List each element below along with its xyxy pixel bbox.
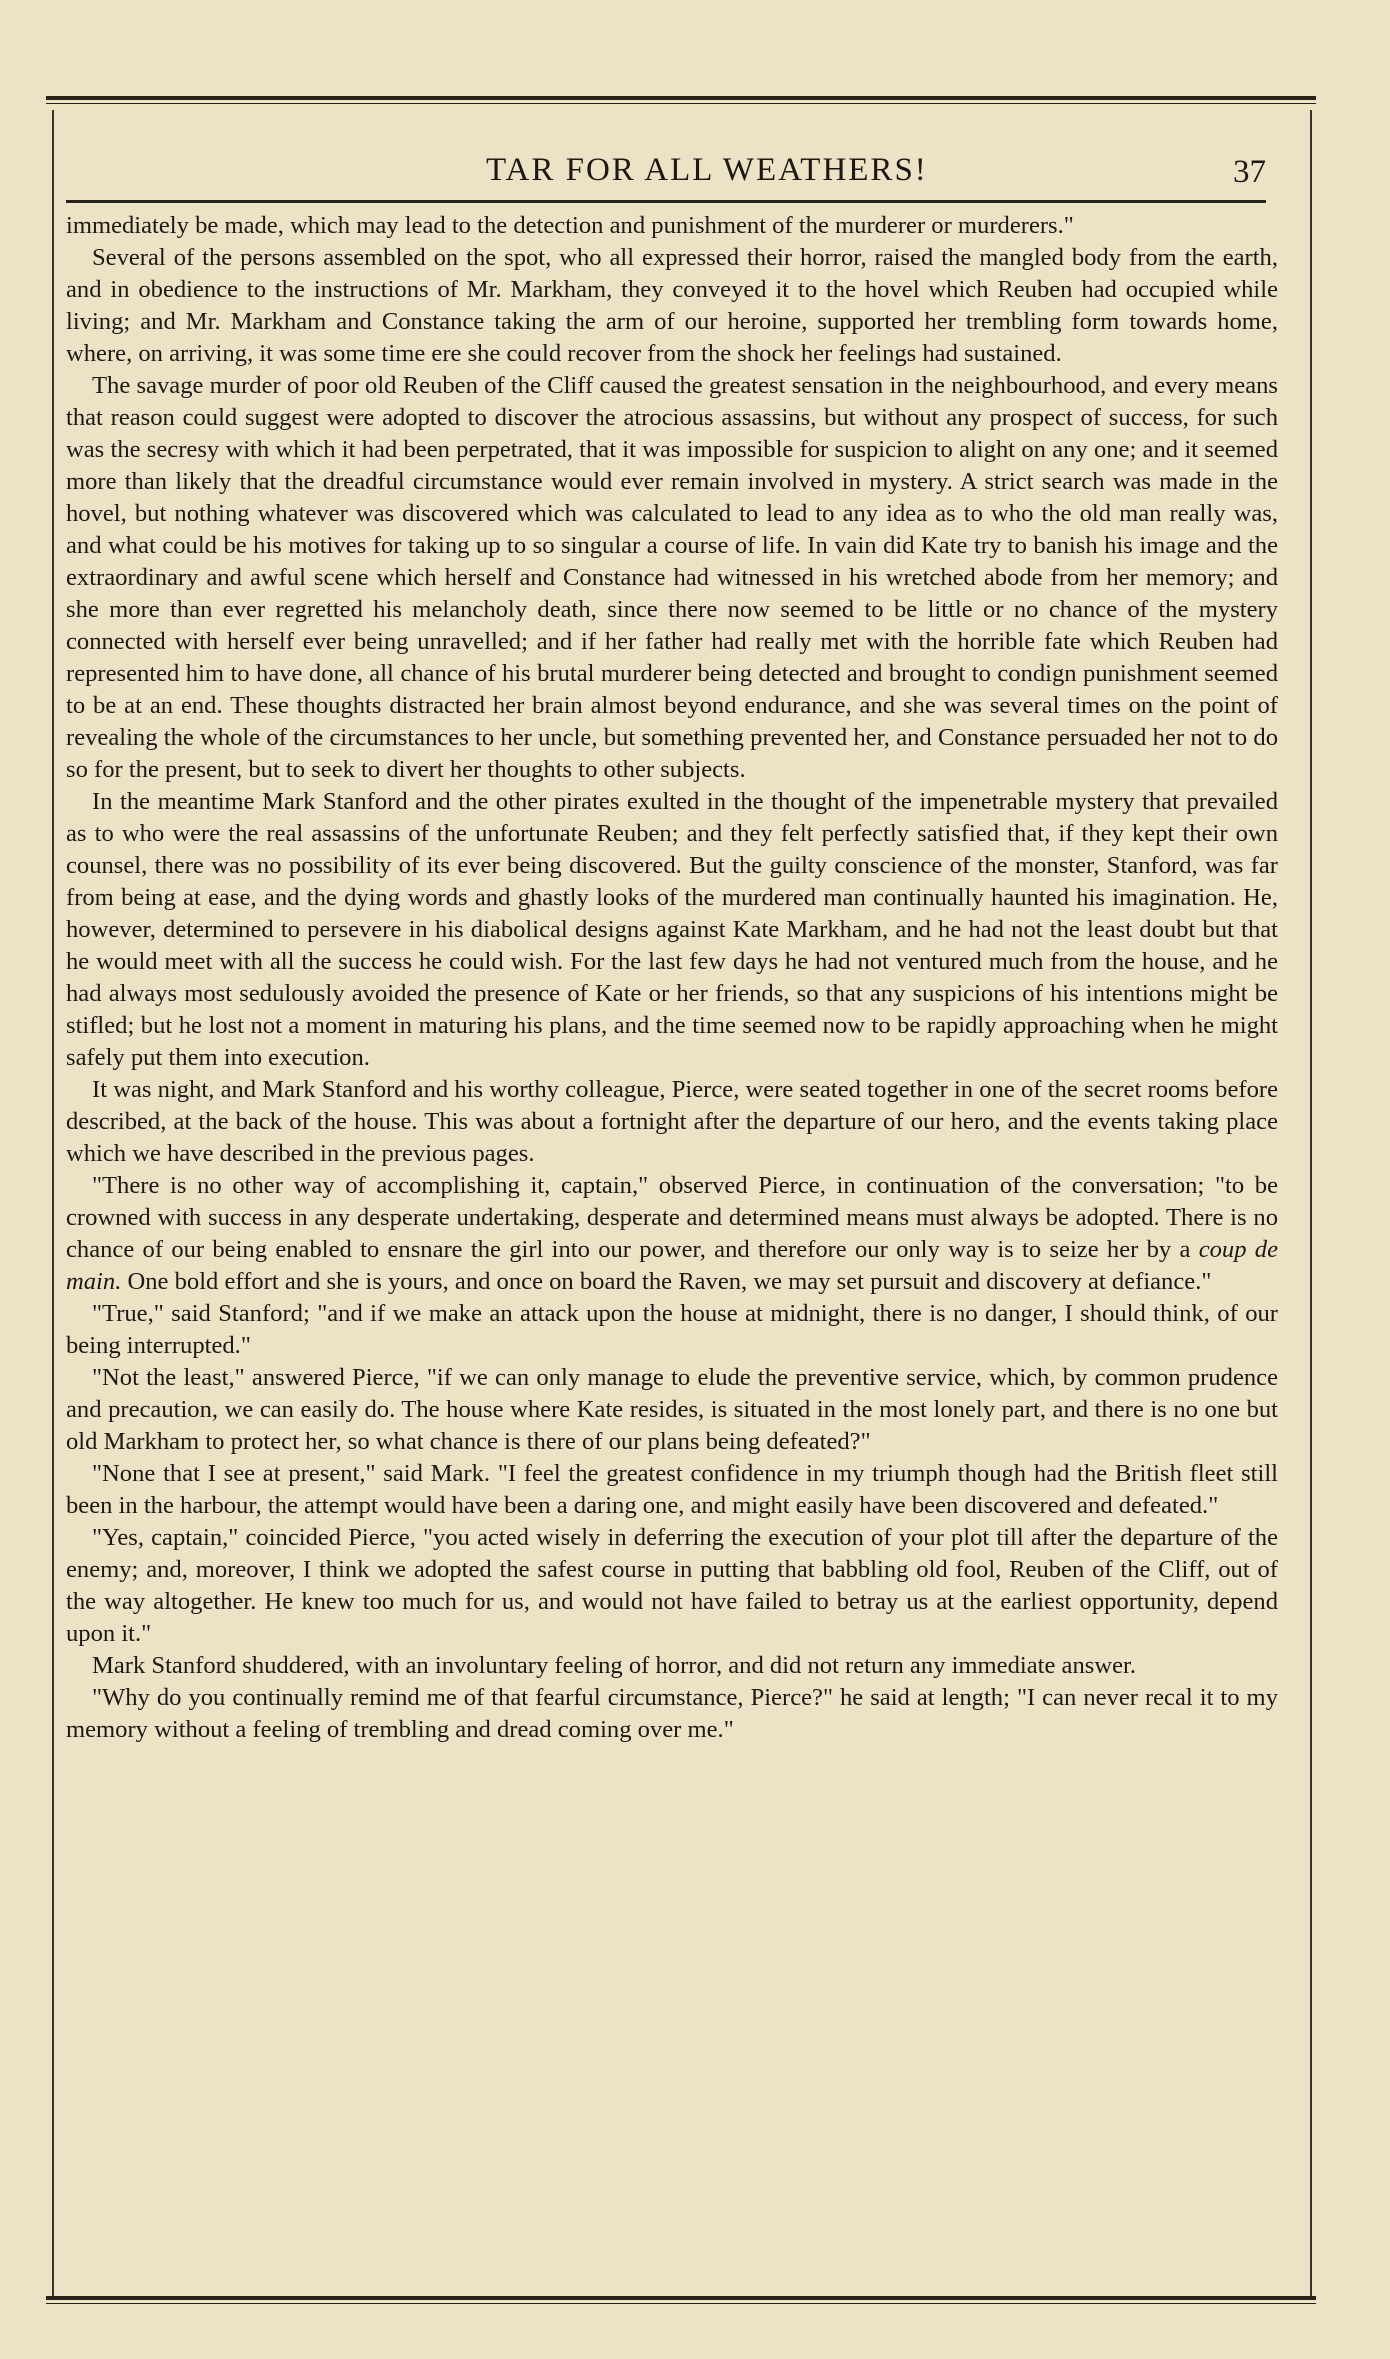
- header-rule: [66, 200, 1266, 203]
- running-head: [66, 152, 1266, 192]
- paragraph-text: "There is no other way of accomplishing it, captain," observed Pierce, in continuation of the conversation; "to be crowned with success in any desperate undertaking, desperate and determined means must always be adopted. There is no chance of our being enabled to ensnare the girl into our power, and therefore our only way is to seize her by a: [66, 1172, 1278, 1263]
- italic-phrase: coup de main.: [66, 1236, 1278, 1295]
- paragraph: The savage murder of poor old Reuben of the Cliff caused the greatest sensation in the neighbourhood, and every means that reason could suggest were adopted to discover the atrocious assassins, but without any prospect of success, for such was the secresy with which it had been perpetrated, that it was impossible for suspicion to alight on any one; and it seemed more than likely that the dreadful circumstance would ever remain involved in mystery. A strict search was made in the hovel, but nothing whatever was discovered which was calculated to lead to any idea as to who the old man really was, and what could be his motives for taking up to so singular a course of life. In vain did Kate try to banish his image and the extraordinary and awful scene which herself and Constance had witnessed in his wretched abode from her memory; and she more than ever regretted his melancholy death, since there now seemed to be little or no chance of the mystery connected with herself ever being unravelled; and if her father had really met with the horrible fate which Reuben had represented him to have done, all chance of his brutal murderer being detected and brought to condign punishment seemed to be at an end. These thoughts distracted her brain almost beyond endurance, and she was several times on the point of revealing the whole of the circumstances to her uncle, but something prevented her, and Constance persuaded her not to do so for the present, but to seek to divert her thoughts to other subjects.: [66, 372, 1278, 783]
- bottom-double-rule-thin: [46, 2303, 1316, 2304]
- paragraph: "Yes, captain," coincided Pierce, "you acted wisely in deferring the execution of your plot till after the departure of the enemy; and, moreover, I think we adopted the safest course in putting that babbling old fool, Reuben of the Cliff, out of the way altogether. He knew too much for us, and would not have failed to betray us at the earliest opportunity, depend upon it.": [66, 1524, 1278, 1647]
- bottom-double-rule: [46, 2296, 1316, 2300]
- top-double-rule-thin: [46, 103, 1316, 104]
- paragraph-continuation: One bold effort and she is yours, and once on board the Raven, we may set pursuit and discovery at defiance.": [127, 1268, 1212, 1295]
- paragraph: Mark Stanford shuddered, with an involuntary feeling of horror, and did not return any immediate answer.: [92, 1652, 1136, 1679]
- page-number: 37: [1233, 154, 1266, 190]
- paragraph-with-italic: [66, 1170, 1278, 1298]
- paragraph: "None that I see at present," said Mark. "I feel the greatest confidence in my triumph though had the British fleet still been in the harbour, the attempt would have been a daring one, and might easily have been discovered and defeated.": [66, 1460, 1278, 1519]
- paragraph: immediately be made, which may lead to the detection and punishment of the murderer or murderers.": [66, 212, 1074, 239]
- top-double-rule: [46, 96, 1316, 100]
- paragraph: In the meantime Mark Stanford and the other pirates exulted in the thought of the impenetrable mystery that prevailed as to who were the real assassins of the unfortunate Reuben; and they felt perfectly satisfied that, if they kept their own counsel, there was no possibility of its ever being discovered. But the guilty conscience of the monster, Stanford, was far from being at ease, and the dying words and ghastly looks of the murdered man continually haunted his imagination. He, however, determined to persevere in his diabolical designs against Kate Markham, and he had not the least doubt but that he would meet with all the success he could wish. For the last few days he had not ventured much from the house, and he had always most sedulously avoided the presence of Kate or her friends, so that any suspicions of his intentions might be stifled; but he lost not a moment in maturing his plans, and the time seemed now to be rapidly approaching when he might safely put them into execution.: [66, 788, 1278, 1071]
- left-frame-rule: [52, 110, 54, 2300]
- paragraph: "Not the least," answered Pierce, "if we can only manage to elude the preventive service, which, by common prudence and precaution, we can easily do. The house where Kate resides, is situated in the most lonely part, and there is no one but old Markham to protect her, so what chance is there of our plans being defeated?": [66, 1364, 1278, 1455]
- body-text: [66, 210, 1278, 1746]
- paragraph: Several of the persons assembled on the spot, who all expressed their horror, raised the mangled body from the earth, and in obedience to the instructions of Mr. Markham, they conveyed it to the hovel which Reuben had occupied while living; and Mr. Markham and Constance taking the arm of our heroine, supported her trembling form towards home, where, on arriving, it was some time ere she could recover from the shock her feelings had sustained.: [66, 244, 1278, 367]
- paragraph: "Why do you continually remind me of that fearful circumstance, Pierce?" he said at length; "I can never recal it to my memory without a feeling of trembling and dread coming over me.": [66, 1684, 1278, 1743]
- paragraph: It was night, and Mark Stanford and his worthy colleague, Pierce, were seated together in one of the secret rooms before described, at the back of the house. This was about a fortnight after the departure of our hero, and the events taking place which we have described in the previous pages.: [66, 1076, 1278, 1167]
- running-title: TAR FOR ALL WEATHERS!: [486, 152, 928, 188]
- paragraph: "True," said Stanford; "and if we make an attack upon the house at midnight, there is no danger, I should think, of our being interrupted.": [66, 1300, 1278, 1359]
- right-frame-rule: [1310, 110, 1312, 2300]
